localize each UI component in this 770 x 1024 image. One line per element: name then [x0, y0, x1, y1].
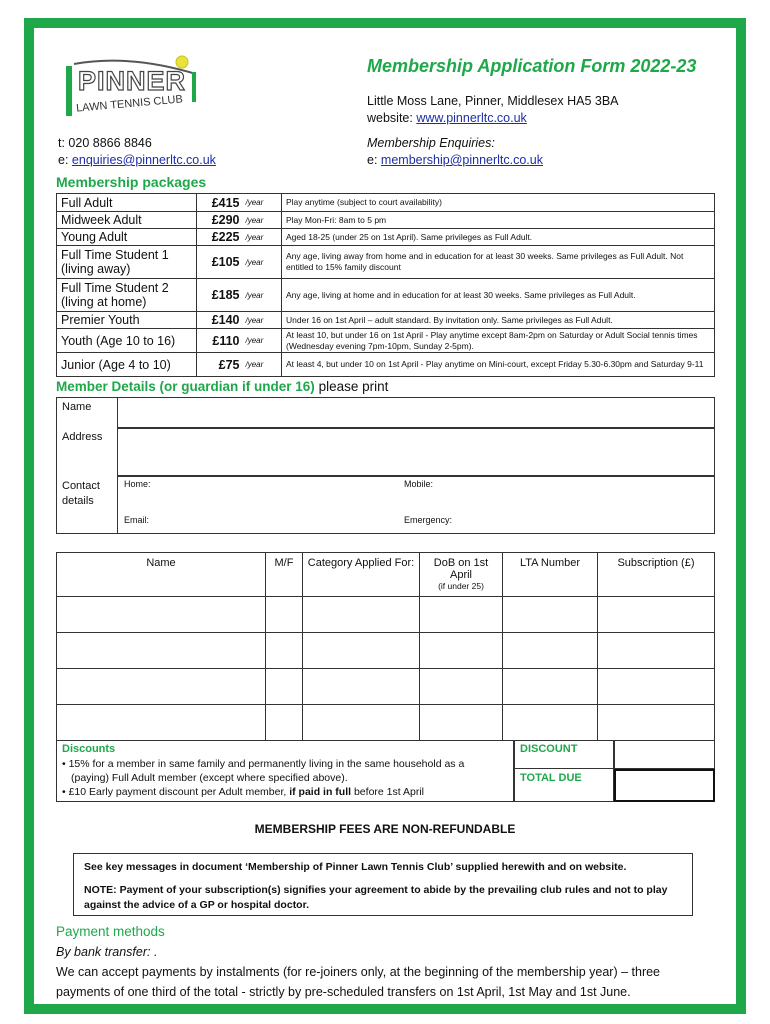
package-description: Play anytime (subject to court availability) — [282, 194, 715, 212]
totals-divider — [514, 768, 614, 769]
package-description: Aged 18-25 (under 25 on 1st April). Same privileges as Full Adult. — [282, 229, 715, 246]
discount-amount-field[interactable] — [614, 740, 715, 769]
table-row[interactable] — [57, 705, 715, 741]
logo-text-club: LAWN TENNIS CLUB — [75, 93, 184, 115]
discount-item: • £10 Early payment discount per Adult member, if paid in full before 1st April — [62, 786, 425, 798]
table-row[interactable] — [57, 669, 715, 705]
enquiries-label: Membership Enquiries: — [367, 136, 495, 150]
package-description: At least 4, but under 10 on 1st April - Play anytime on Mini-court, except Friday 5.30-6.30pm and Saturday 9-11 — [282, 353, 715, 377]
enq-email-label: e: — [367, 153, 378, 167]
discounts-heading: Discounts — [62, 743, 116, 755]
package-name: Full Time Student 2 (living at home) — [57, 279, 197, 312]
table-row[interactable] — [57, 633, 715, 669]
package-price: £140 — [197, 312, 244, 329]
discount-early-a: £10 Early payment discount per Adult member, — [68, 786, 287, 798]
col-subscription: Subscription (£) — [598, 553, 715, 597]
package-period: /year — [244, 312, 282, 329]
package-price: £110 — [197, 329, 244, 353]
package-row — [57, 212, 715, 229]
phone-number: t: 020 8866 8846 — [58, 136, 152, 150]
applicants-table — [56, 552, 715, 741]
package-period: /year — [244, 353, 282, 377]
package-period: /year — [244, 246, 282, 279]
address-label: Address — [62, 431, 103, 443]
enquiries-email-link[interactable]: enquiries@pinnerltc.co.uk — [71, 153, 216, 167]
club-contact — [58, 135, 216, 169]
form-title: Membership Application Form 2022-23 — [367, 56, 697, 76]
home-phone-label[interactable]: Home: — [124, 479, 151, 489]
dob-note: (if under 25) — [438, 581, 484, 591]
package-period: /year — [244, 329, 282, 353]
member-details-suffix: please print — [314, 379, 389, 394]
fees-notice: MEMBERSHIP FEES ARE NON-REFUNDABLE — [254, 822, 516, 836]
col-lta: LTA Number — [503, 553, 598, 597]
package-row — [57, 194, 715, 212]
package-price: £105 — [197, 246, 244, 279]
col-dob — [420, 553, 503, 597]
key-messages-box — [73, 853, 693, 916]
contact-label: Contact details — [62, 480, 100, 507]
website-label: website: — [367, 111, 413, 125]
package-name: Young Adult — [57, 229, 197, 246]
club-address-block — [367, 93, 619, 127]
payment-section — [56, 942, 711, 1002]
table-row[interactable] — [57, 597, 715, 633]
package-price: £185 — [197, 279, 244, 312]
member-details-title: Member Details (or guardian if under 16) — [56, 379, 315, 394]
package-name: Junior (Age 4 to 10) — [57, 353, 197, 377]
mobile-label[interactable]: Mobile: — [404, 479, 434, 489]
applicants-header-row — [57, 553, 715, 597]
col-category: Category Applied For: — [303, 553, 420, 597]
logo-text-pinner: PINNER — [78, 66, 187, 96]
instalments-text: We can accept payments by instalments (for re-joiners only, at the beginning of the membership year) – three payments of one third of the total - strictly by pre-scheduled transfers on 1st April, 1st May and 1st June. — [56, 965, 661, 999]
key-messages-line: See key messages in document ‘Membership of Pinner Lawn Tennis Club’ supplied herewith and on website. — [84, 861, 627, 873]
package-name: Youth (Age 10 to 16) — [57, 329, 197, 353]
col-mf: M/F — [266, 553, 303, 597]
package-name: Full Adult — [57, 194, 197, 212]
discount-family: 15% for a member in same family and permanently living in the same household as a (paying) Full Adult member (except where specified above). — [68, 758, 465, 784]
package-description: At least 10, but under 16 on 1st April - Play anytime except 8am-2pm on Saturday or Adult Social tennis times (Wednesday evening 7pm-10pm, Sunday 2-5pm). — [282, 329, 715, 353]
website-link[interactable]: www.pinnerltc.co.uk — [416, 111, 527, 125]
package-period: /year — [244, 212, 282, 229]
package-period: /year — [244, 279, 282, 312]
name-label: Name — [62, 401, 92, 413]
package-price: £290 — [197, 212, 244, 229]
packages-heading: Membership packages — [56, 174, 207, 190]
col-name: Name — [57, 553, 266, 597]
bank-transfer-line: By bank transfer: . — [56, 945, 158, 959]
package-description: Any age, living away from home and in education for at least 30 weeks. Same privileges as Full Adult. Not entitled to 15% family discount — [282, 246, 715, 279]
package-price: £415 — [197, 194, 244, 212]
discounts-list — [62, 757, 502, 799]
discount-item: • 15% for a member in same family and permanently living in the same household as a (paying) Full Adult member (except where specified above). — [62, 758, 465, 784]
club-logo — [60, 52, 202, 132]
package-name: Premier Youth — [57, 312, 197, 329]
address-field[interactable] — [117, 428, 715, 476]
email-field-label[interactable]: Email: — [124, 515, 150, 525]
membership-enquiries — [367, 135, 543, 169]
package-row — [57, 279, 715, 312]
package-row — [57, 312, 715, 329]
package-name: Full Time Student 1 (living away) — [57, 246, 197, 279]
agreement-note: NOTE: Payment of your subscription(s) signifies your agreement to abide by the prevailing club rules and not to play against the advice of a GP or hospital doctor. — [84, 884, 668, 911]
package-row — [57, 229, 715, 246]
total-due-label: TOTAL DUE — [520, 772, 582, 784]
discount-early-c: before 1st April — [353, 786, 425, 798]
club-address: Little Moss Lane, Pinner, Middlesex HA5 3BA — [367, 94, 619, 108]
package-name: Midweek Adult — [57, 212, 197, 229]
payment-heading: Payment methods — [56, 924, 165, 939]
package-period: /year — [244, 194, 282, 212]
package-row — [57, 246, 715, 279]
package-row — [57, 353, 715, 377]
packages-table — [56, 193, 715, 377]
name-field[interactable] — [117, 397, 715, 428]
package-description: Any age, living at home and in education for at least 30 weeks. Same privileges as Full Adult. — [282, 279, 715, 312]
total-due-field[interactable] — [614, 769, 715, 802]
package-description: Play Mon-Fri: 8am to 5 pm — [282, 212, 715, 229]
package-price: £75 — [197, 353, 244, 377]
package-period: /year — [244, 229, 282, 246]
col-dob-label: DoB on 1st April — [433, 557, 489, 581]
package-price: £225 — [197, 229, 244, 246]
membership-email-link[interactable]: membership@pinnerltc.co.uk — [380, 153, 543, 167]
member-details-heading — [56, 379, 388, 394]
discount-label: DISCOUNT — [520, 743, 578, 755]
package-row — [57, 329, 715, 353]
email-label: e: — [58, 153, 69, 167]
emergency-label[interactable]: Emergency: — [404, 515, 453, 525]
discount-early-b: if paid in full — [289, 786, 352, 798]
package-description: Under 16 on 1st April – adult standard. By invitation only. Same privileges as Full Adult. — [282, 312, 715, 329]
